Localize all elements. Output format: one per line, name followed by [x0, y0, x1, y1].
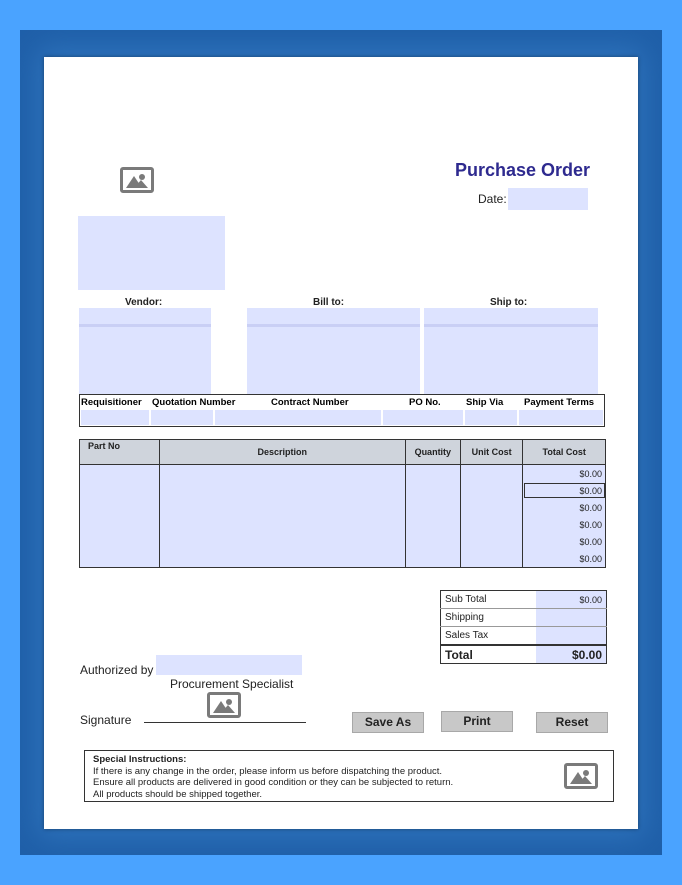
description-cell[interactable]	[159, 465, 405, 483]
shipping-field[interactable]	[536, 609, 607, 627]
subtotal-value[interactable]: $0.00	[536, 591, 607, 609]
description-cell[interactable]	[159, 482, 405, 499]
payment-terms-field[interactable]	[519, 410, 603, 425]
reset-button[interactable]: Reset	[536, 712, 608, 733]
unit-cost-cell[interactable]	[460, 516, 523, 533]
part-no-cell[interactable]	[80, 533, 160, 550]
table-row	[80, 516, 606, 533]
quantity-cell[interactable]	[405, 465, 460, 483]
po-number-header: PO No.	[409, 397, 441, 408]
bill-to-address-field[interactable]	[247, 308, 420, 394]
vendor-label: Vendor:	[125, 297, 163, 308]
total-cost-cell[interactable]: $0.00	[523, 533, 606, 550]
part-no-cell[interactable]	[80, 516, 160, 533]
order-header-table	[79, 394, 605, 427]
description-cell[interactable]	[159, 499, 405, 516]
requisitioner-header: Requisitioner	[81, 397, 142, 408]
total-label: Total	[441, 645, 536, 664]
table-row	[80, 550, 606, 568]
table-row	[80, 465, 606, 483]
line-items-table	[79, 439, 606, 568]
table-row	[80, 482, 606, 499]
part-no-cell[interactable]	[80, 465, 160, 483]
description-cell[interactable]	[159, 550, 405, 568]
instructions-image-icon[interactable]	[564, 763, 598, 789]
page-title: Purchase Order	[455, 160, 591, 180]
vendor-address-field[interactable]	[79, 308, 211, 394]
save-as-button[interactable]: Save As	[352, 712, 424, 733]
instruction-line: If there is any change in the order, please inform us before dispatching the product.	[93, 765, 443, 777]
po-number-field[interactable]	[383, 410, 463, 425]
print-button[interactable]: Print	[441, 711, 513, 732]
table-row	[80, 533, 606, 550]
total-cost-cell[interactable]: $0.00	[523, 499, 606, 516]
date-field[interactable]	[508, 188, 588, 210]
quantity-cell[interactable]	[405, 516, 460, 533]
company-info-field[interactable]	[78, 216, 225, 290]
instruction-line: Ensure all products are delivered in good condition or they can be subjected to return.	[93, 777, 454, 788]
quantity-cell[interactable]	[405, 550, 460, 568]
part-no-header: Part No	[80, 440, 160, 465]
quotation-number-header: Quotation Number	[152, 397, 236, 408]
sales-tax-label: Sales Tax	[441, 627, 536, 646]
quantity-cell[interactable]	[405, 482, 460, 499]
table-row	[80, 499, 606, 516]
ship-to-address-field[interactable]	[424, 308, 598, 394]
totals-table	[440, 590, 607, 664]
authorized-by-label: Authorized by	[80, 663, 154, 677]
total-cost-cell[interactable]: $0.00	[523, 482, 606, 499]
contract-number-field[interactable]	[215, 410, 381, 425]
unit-cost-cell[interactable]	[460, 533, 523, 550]
unit-cost-header: Unit Cost	[460, 440, 523, 465]
signature-image-icon[interactable]	[207, 692, 241, 718]
signature-line	[144, 722, 306, 723]
signature-label: Signature	[80, 713, 132, 727]
unit-cost-cell[interactable]	[460, 482, 523, 499]
bill-to-label: Bill to:	[313, 297, 345, 308]
part-no-cell[interactable]	[80, 499, 160, 516]
total-cost-cell[interactable]: $0.00	[523, 465, 606, 483]
contract-number-header: Contract Number	[271, 397, 349, 408]
purchase-order-document	[44, 57, 638, 829]
subtotal-label: Sub Total	[441, 591, 536, 609]
total-cost-cell[interactable]: $0.00	[523, 516, 606, 533]
ship-via-field[interactable]	[465, 410, 517, 425]
quotation-number-field[interactable]	[151, 410, 213, 425]
sales-tax-field[interactable]	[536, 627, 607, 646]
date-label: Date:	[478, 192, 507, 206]
unit-cost-cell[interactable]	[460, 465, 523, 483]
instruction-line: All products should be shipped together.	[93, 788, 263, 800]
part-no-cell[interactable]	[80, 550, 160, 568]
description-cell[interactable]	[159, 516, 405, 533]
payment-terms-header: Payment Terms	[524, 397, 595, 408]
unit-cost-cell[interactable]	[460, 499, 523, 516]
quantity-header: Quantity	[405, 440, 460, 465]
special-instructions-box	[84, 750, 614, 802]
description-cell[interactable]	[159, 533, 405, 550]
part-no-cell[interactable]	[80, 482, 160, 499]
authorized-by-field[interactable]	[156, 655, 302, 675]
instructions-title: Special Instructions:	[93, 754, 187, 765]
unit-cost-cell[interactable]	[460, 550, 523, 568]
quantity-cell[interactable]	[405, 533, 460, 550]
total-cost-cell[interactable]: $0.00	[523, 550, 606, 568]
ship-to-label: Ship to:	[490, 297, 528, 308]
shipping-label: Shipping	[441, 609, 536, 627]
logo-image-icon[interactable]	[120, 167, 154, 193]
quantity-cell[interactable]	[405, 499, 460, 516]
total-cost-header: Total Cost	[523, 440, 606, 465]
ship-via-header: Ship Via	[466, 397, 504, 408]
description-header: Description	[159, 440, 405, 465]
procurement-role-text: Procurement Specialist	[170, 677, 294, 691]
total-value[interactable]: $0.00	[536, 645, 607, 664]
requisitioner-field[interactable]	[81, 410, 149, 425]
